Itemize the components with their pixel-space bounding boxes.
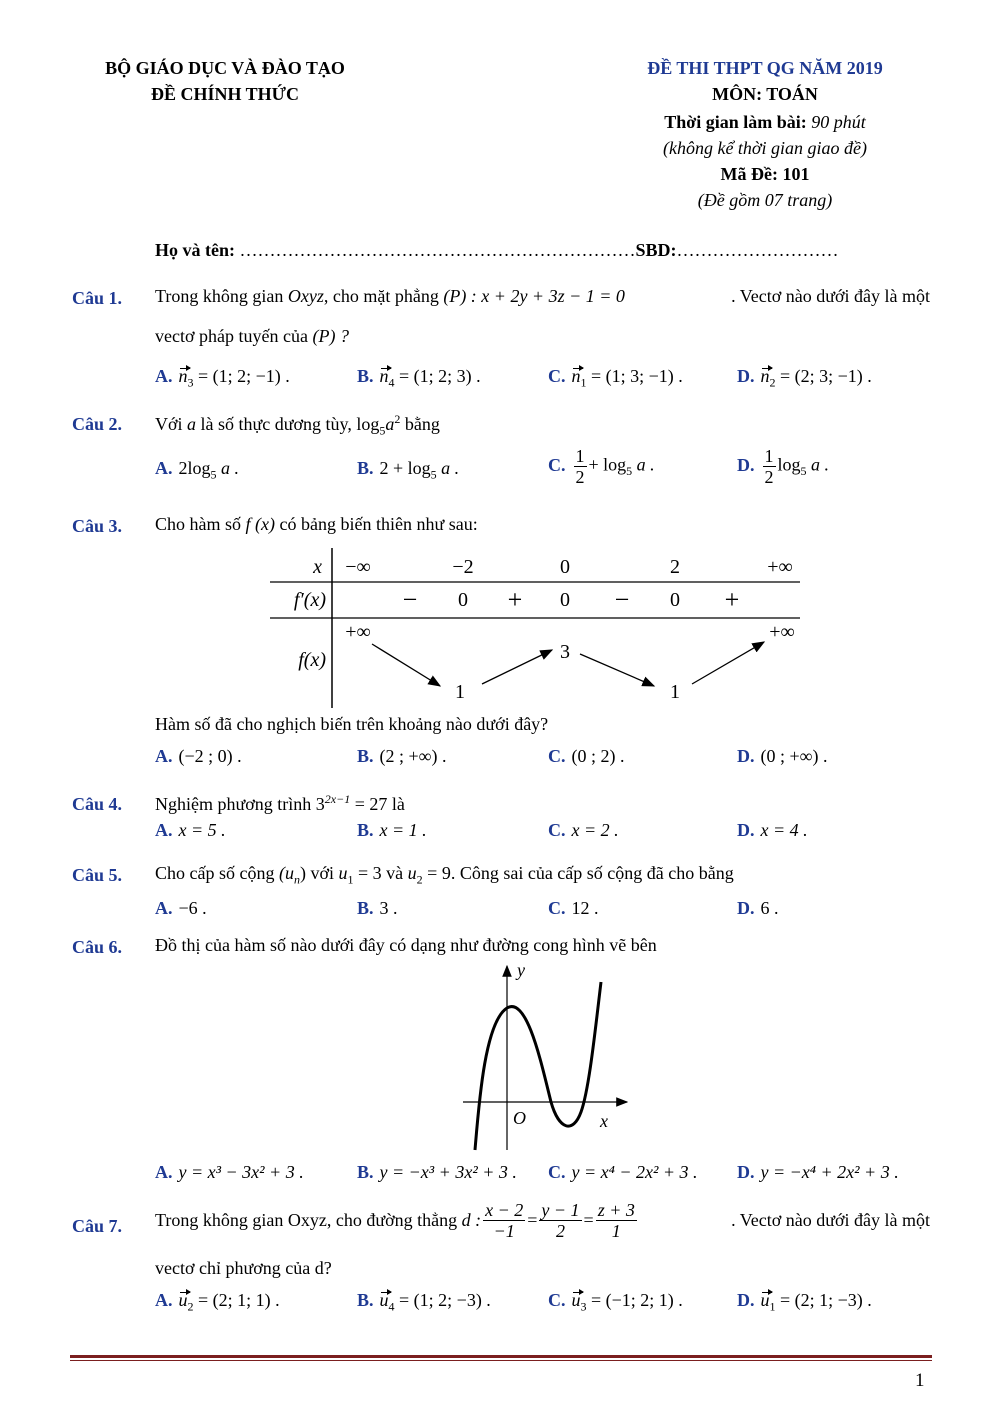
- time-value: 90 phút: [811, 112, 866, 132]
- q4-option-d[interactable]: [737, 820, 808, 841]
- option-label: D.: [737, 366, 755, 386]
- x-value: −2: [452, 556, 474, 578]
- vector-index: 2: [769, 375, 776, 390]
- option-value: y = x³ − 3x² + 3 .: [178, 1162, 304, 1182]
- option-label: D.: [737, 820, 755, 840]
- q2-log-var: a: [385, 414, 395, 434]
- y-axis-label: y: [517, 962, 525, 980]
- q2-text1: Với: [155, 414, 183, 434]
- vector-symbol: n: [571, 366, 581, 386]
- option-value: (0 ; 2) .: [571, 746, 625, 766]
- option-value: 6 .: [760, 898, 779, 918]
- candidate-line: [155, 240, 839, 261]
- q1-text1: Trong không gian: [155, 286, 284, 306]
- q5-option-a[interactable]: [155, 898, 207, 919]
- option-label: D.: [737, 1162, 755, 1182]
- log-base: 5: [210, 467, 217, 482]
- sbd-dots: ………………………: [676, 240, 839, 260]
- q1-line2: [155, 326, 349, 347]
- option-label: C.: [548, 746, 566, 766]
- q3-option-d[interactable]: [737, 746, 827, 767]
- option-label: B.: [357, 746, 374, 766]
- q1-option-b[interactable]: [357, 366, 481, 391]
- option-label: B.: [357, 366, 374, 386]
- x-value: −∞: [345, 556, 371, 578]
- q5-text3: . Công sai của cấp số cộng đã cho bằng: [450, 863, 734, 883]
- q6-text: Đồ thị của hàm số nào dưới đây có dạng như đường cong hình vẽ bên: [155, 935, 657, 955]
- option-var: a .: [636, 454, 655, 475]
- denominator: 2: [575, 467, 585, 487]
- q4-option-a[interactable]: [155, 820, 226, 841]
- q4-base: 3: [315, 794, 325, 814]
- page-count: (Đề gồm 07 trang): [697, 190, 833, 210]
- fraction-x: [483, 1200, 525, 1241]
- q2-option-a[interactable]: [155, 458, 239, 483]
- q2-log-exp: 2: [394, 412, 401, 426]
- derivative-sign: −: [402, 585, 418, 614]
- q1-space: Oxyz: [287, 286, 324, 306]
- q6-option-b[interactable]: [357, 1162, 517, 1183]
- time-note: (không kể thời gian giao đề): [662, 138, 868, 158]
- q1-text: [155, 286, 930, 307]
- q5-u2-val: = 9: [427, 863, 451, 883]
- footer-divider: [70, 1355, 932, 1361]
- option-value: = (2; 1; 1) .: [198, 1290, 280, 1310]
- option-value: = (1; 2; −1) .: [198, 366, 290, 386]
- option-expr: 2log: [178, 458, 211, 478]
- q5-text2: với: [310, 863, 335, 883]
- q7-text1: Trong không gian Oxyz, cho đường thẳng: [155, 1210, 458, 1230]
- q2-log: log: [356, 414, 380, 434]
- derivative-zero: 0: [670, 589, 680, 611]
- q3-text2: có bảng biến thiên như sau:: [279, 514, 478, 534]
- option-label: C.: [548, 454, 566, 475]
- vector-symbol: u: [760, 1290, 770, 1310]
- q5-text: [155, 863, 734, 888]
- q4-text1: Nghiệm phương trình: [155, 794, 312, 814]
- q7-option-c[interactable]: [548, 1290, 683, 1315]
- row-f-label: f(x): [298, 649, 326, 671]
- option-value: (2 ; +∞) .: [379, 746, 447, 766]
- q1-label: Câu 1.: [72, 288, 123, 308]
- q7-option-a[interactable]: [155, 1290, 280, 1315]
- vector-index: 1: [769, 1299, 776, 1314]
- vector-symbol: u: [571, 1290, 581, 1310]
- vector-symbol: n: [178, 366, 188, 386]
- q3-question: Hàm số đã cho nghịch biến trên khoảng nào dưới đây?: [155, 714, 549, 734]
- q1-text2: , cho mặt phẳng: [323, 286, 439, 306]
- denominator: 2: [764, 467, 774, 487]
- option-label: A.: [155, 746, 173, 766]
- f-value: +∞: [769, 621, 795, 643]
- q1-option-a[interactable]: [155, 366, 290, 391]
- q7-line2: vectơ chỉ phương của d?: [155, 1258, 332, 1278]
- increase-arrow: [692, 642, 764, 684]
- log-base: 5: [430, 467, 437, 482]
- x-value: +∞: [767, 556, 793, 578]
- decrease-arrow: [372, 644, 440, 686]
- derivative-sign: −: [614, 585, 630, 614]
- q5-option-d[interactable]: [737, 898, 779, 919]
- q3-func: f (x): [245, 514, 275, 534]
- denominator: −1: [493, 1221, 515, 1241]
- denominator: 1: [611, 1221, 621, 1241]
- name-dots: …………………………………………………………: [239, 240, 636, 260]
- q4-rhs: = 27: [354, 794, 388, 814]
- q1-option-d[interactable]: [737, 366, 872, 391]
- sbd-label: SBD:: [635, 240, 677, 260]
- q3-option-b[interactable]: [357, 746, 447, 767]
- f-value: 1: [455, 681, 465, 703]
- q5-u1-val: = 3: [358, 863, 382, 883]
- q1-plane: (P) : x + 2y + 3z − 1 = 0: [443, 286, 625, 306]
- q5-and: và: [386, 863, 404, 883]
- option-label: C.: [548, 1162, 566, 1182]
- numerator: x − 2: [485, 1200, 524, 1220]
- q5-u1: u: [338, 863, 348, 883]
- q6-option-d[interactable]: [737, 1162, 899, 1183]
- q5-text1: Cho cấp số cộng: [155, 863, 275, 883]
- q2-var: a: [187, 414, 197, 434]
- option-label: B.: [357, 1162, 374, 1182]
- page-number: 1: [915, 1370, 925, 1391]
- option-value: 3 .: [379, 898, 398, 918]
- vector-index: 2: [187, 1299, 194, 1314]
- q4-text2: là: [391, 794, 405, 814]
- option-label: A.: [155, 1162, 173, 1182]
- exam-title: ĐỀ THI THPT QG NĂM 2019: [647, 58, 883, 78]
- vector-symbol: u: [178, 1290, 188, 1310]
- fraction: [763, 446, 776, 487]
- q3-option-c[interactable]: [548, 746, 625, 767]
- q5-u1-sub: 1: [347, 872, 354, 887]
- f-value: +∞: [345, 621, 371, 643]
- derivative-sign: +: [724, 585, 740, 614]
- option-label: C.: [548, 1290, 566, 1310]
- q2-text2: là số thực dương tùy,: [200, 414, 352, 434]
- option-label: B.: [357, 820, 374, 840]
- fraction: [574, 446, 587, 487]
- vector-index: 4: [388, 1299, 395, 1314]
- ministry-name: BỘ GIÁO DỤC VÀ ĐÀO TẠO: [105, 58, 345, 78]
- option-value: x = 4 .: [760, 820, 808, 840]
- option-value: = (1; 2; 3) .: [399, 366, 481, 386]
- vector-symbol: u: [379, 1290, 389, 1310]
- denominator: 2: [555, 1221, 565, 1241]
- q5-seq: (u: [278, 863, 294, 883]
- option-label: D.: [737, 1290, 755, 1310]
- log-base: 5: [626, 464, 633, 479]
- decrease-arrow: [580, 654, 654, 686]
- option-label: A.: [155, 458, 173, 478]
- q7-text2: . Vectơ nào dưới đây là một: [731, 1210, 930, 1230]
- vector-index: 3: [187, 375, 194, 390]
- q5-seq-sub: n: [293, 872, 300, 887]
- q5-u2-sub: 2: [416, 872, 423, 887]
- increase-arrow: [482, 650, 552, 684]
- option-label: C.: [548, 366, 566, 386]
- q1-line2-text: vectơ pháp tuyến của: [155, 326, 308, 346]
- f-value: 1: [670, 681, 680, 703]
- option-label: C.: [548, 820, 566, 840]
- q4-text: [155, 792, 405, 815]
- q2-log-base: 5: [379, 423, 386, 438]
- option-label: A.: [155, 366, 173, 386]
- q7-option-b[interactable]: [357, 1290, 491, 1315]
- q5-u2: u: [407, 863, 417, 883]
- q3-label: Câu 3.: [72, 516, 123, 536]
- time-label: Thời gian làm bài:: [664, 112, 807, 132]
- option-value: = (2; 1; −3) .: [780, 1290, 872, 1310]
- function-graph: [455, 962, 635, 1152]
- option-value: = (−1; 2; 1) .: [591, 1290, 683, 1310]
- q2-option-c[interactable]: [548, 446, 655, 487]
- option-label: A.: [155, 1290, 173, 1310]
- option-value: (0 ; +∞) .: [760, 746, 828, 766]
- q6-option-c[interactable]: [548, 1162, 698, 1183]
- q3-text1: Cho hàm số: [155, 514, 242, 534]
- name-label: Họ và tên:: [155, 240, 235, 260]
- vector-symbol: n: [379, 366, 389, 386]
- vector-index: 1: [580, 375, 587, 390]
- time-line: [565, 112, 965, 133]
- numerator: 1: [575, 446, 585, 466]
- q7-label: Câu 7.: [72, 1216, 123, 1236]
- log-base: 5: [800, 464, 807, 479]
- q3-option-a[interactable]: [155, 746, 242, 767]
- option-var: a .: [221, 458, 240, 478]
- q2-text: [155, 412, 440, 439]
- option-value: 12 .: [571, 898, 599, 918]
- q4-label: Câu 4.: [72, 794, 123, 814]
- option-value: = (2; 3; −1) .: [780, 366, 872, 386]
- vector-index: 3: [580, 1299, 587, 1314]
- option-value: −6 .: [178, 898, 207, 918]
- x-value: 2: [670, 556, 680, 578]
- q1-option-c[interactable]: [548, 366, 683, 391]
- option-value: = (1; 3; −1) .: [591, 366, 683, 386]
- q2-label: Câu 2.: [72, 414, 123, 434]
- q2-text3: bằng: [404, 414, 440, 434]
- vector-index: 4: [388, 375, 395, 390]
- subject: MÔN: TOÁN: [712, 84, 818, 104]
- q3-text: [155, 514, 478, 535]
- option-label: D.: [737, 746, 755, 766]
- option-value: y = −x³ + 3x² + 3 .: [379, 1162, 517, 1182]
- option-expr: + log: [588, 454, 627, 475]
- derivative-sign: +: [507, 585, 523, 614]
- row-fprime-label: f′(x): [293, 589, 326, 611]
- q6-label: Câu 6.: [72, 937, 123, 957]
- q1-text3: . Vectơ nào dưới đây là một: [731, 286, 930, 306]
- exam-code: Mã Đề: 101: [720, 164, 810, 184]
- q6-option-a[interactable]: [155, 1162, 304, 1183]
- option-value: x = 2 .: [571, 820, 619, 840]
- q7-option-d[interactable]: [737, 1290, 872, 1315]
- option-value: x = 1 .: [379, 820, 427, 840]
- option-expr: log: [777, 454, 801, 475]
- option-label: D.: [737, 454, 755, 475]
- x-value: 0: [560, 556, 570, 578]
- origin-label: O: [513, 1108, 526, 1128]
- q4-option-b[interactable]: [357, 820, 427, 841]
- option-label: A.: [155, 898, 173, 918]
- q7-d: d :: [461, 1210, 482, 1230]
- q5-option-b[interactable]: [357, 898, 398, 919]
- exam-header: [45, 58, 965, 218]
- q1-line2-end: (P) ?: [312, 326, 349, 346]
- numerator: z + 3: [597, 1200, 635, 1220]
- fraction-z: [596, 1200, 637, 1241]
- option-label: C.: [548, 898, 566, 918]
- q7-text: Trong không gian Oxyz, cho đường thẳng d : $\frac{x - 2}{-1}$ = $\frac{y - 1}{2}$ = $\frac{z + 3}{1}$ . Vectơ nào dưới đây là một: [155, 1200, 930, 1241]
- option-value: (−2 ; 0) .: [178, 746, 242, 766]
- option-label: B.: [357, 1290, 374, 1310]
- numerator: y − 1: [541, 1200, 580, 1220]
- f-value: 3: [560, 641, 570, 663]
- option-value: x = 5 .: [178, 820, 226, 840]
- option-var: a .: [441, 458, 460, 478]
- option-label: B.: [357, 458, 374, 478]
- q5-label: Câu 5.: [72, 865, 123, 885]
- row-x-label: x: [313, 556, 322, 578]
- q4-exponent: 2x−1: [324, 792, 351, 806]
- option-expr: 2 + log: [379, 458, 431, 478]
- official-label: ĐỀ CHÍNH THỨC: [150, 84, 300, 104]
- fraction-y: [539, 1200, 581, 1241]
- x-axis-label: x: [600, 1111, 608, 1131]
- vector-symbol: n: [760, 366, 770, 386]
- q5-option-c[interactable]: [548, 898, 599, 919]
- q5-seq-end: ): [299, 863, 306, 883]
- option-label: A.: [155, 820, 173, 840]
- option-label: D.: [737, 898, 755, 918]
- cubic-curve: [475, 982, 601, 1150]
- option-value: y = −x⁴ + 2x² + 3 .: [760, 1162, 899, 1182]
- numerator: 1: [764, 446, 774, 466]
- q2-option-d[interactable]: [737, 446, 829, 487]
- variation-table: [270, 548, 810, 710]
- option-var: a .: [811, 454, 830, 475]
- derivative-zero: 0: [458, 589, 468, 611]
- option-value: = (1; 2; −3) .: [399, 1290, 491, 1310]
- q2-option-b[interactable]: [357, 458, 459, 483]
- derivative-zero: 0: [560, 589, 570, 611]
- q4-option-c[interactable]: [548, 820, 619, 841]
- option-label: B.: [357, 898, 374, 918]
- option-value: y = x⁴ − 2x² + 3 .: [571, 1162, 698, 1182]
